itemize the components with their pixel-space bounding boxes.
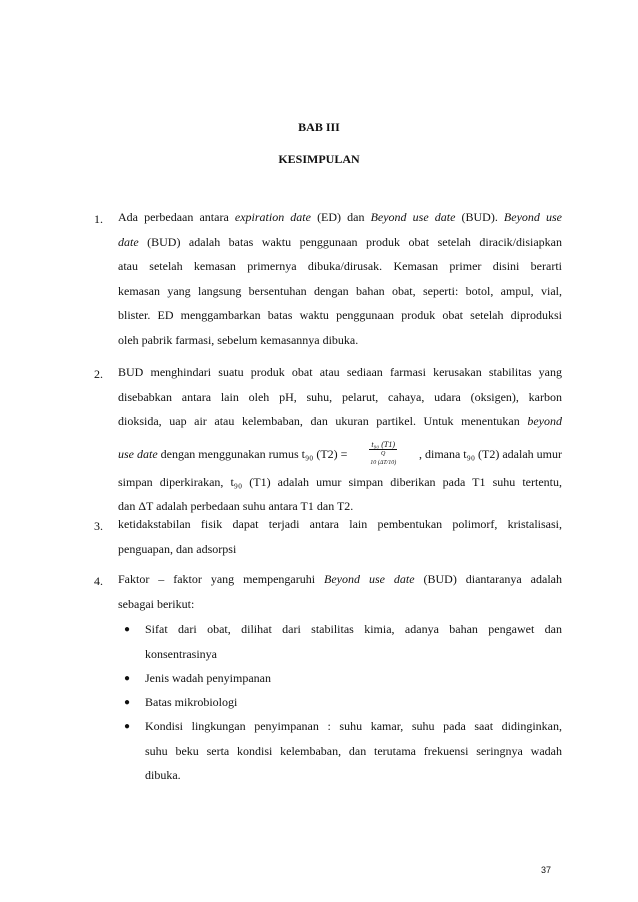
bullet-item-4: Kondisi lingkungan penyimpanan : suhu kamar, suhu pada saat didinginkan, suhu beku serta kondisi kelembaban, dan terutama frekuensi seringnya wadah dibuka.: [145, 719, 562, 782]
item-number-3: 3.: [94, 519, 103, 533]
bullet-item-3: Batas mikrobiologi: [145, 695, 238, 709]
item2-line4: use date dengan menggunakan rumus t₉₀ (T2) = t₉₀ (T1) Q 10 (ΔT/10) , dimana t₉₀ (T2) adalah umur: [118, 439, 562, 466]
chapter-heading: BAB III: [298, 120, 340, 134]
bullet-dot-4: ●: [124, 721, 131, 732]
item4-line2: sebagai berikut:: [118, 596, 195, 611]
bullet-item-2: Jenis wadah penyimpanan: [145, 671, 271, 685]
item1-line4: kemasan yang langsung bersentuhan dengan bahan obat, seperti: botol, ampul, vial,: [118, 283, 562, 298]
formula-fraction: t₉₀ (T1) Q 10 (ΔT/10): [370, 439, 397, 466]
item2-line6: dan ΔT adalah perbedaan suhu antara T1 dan T2.: [118, 499, 354, 513]
item-number-1: 1.: [94, 212, 103, 226]
item2-line2: disebabkan antara lain oleh pH, suhu, pelarut, cahaya, udara (oksigen), karbon: [118, 389, 562, 404]
item-paragraph-4: [118, 567, 562, 616]
item-paragraph-3: [118, 512, 562, 561]
item-number-4: 4.: [94, 574, 103, 588]
bullet-dot-2: ●: [124, 673, 131, 684]
item1-line3: atau setelah kemasan primernya dibuka/dirusak. Kemasan primer disini berarti: [118, 259, 562, 273]
page-number: 37: [541, 865, 552, 875]
bullet-dot-1: ●: [124, 624, 131, 635]
item3-line1: ketidakstabilan fisik dapat terjadi antara lain pembentukan polimorf, kristalisasi,: [118, 517, 562, 531]
item2-line1: BUD menghindari suatu produk obat atau sediaan farmasi kerusakan stabilitas yang: [118, 365, 562, 379]
item3-line2: penguapan, dan adsorpsi: [118, 541, 237, 556]
bullet-item-1: Sifat dari obat, dilihat dari stabilitas kimia, adanya bahan pengawet dan konsentrasinya: [145, 622, 562, 661]
item1-line5: blister. ED menggambarkan batas waktu penggunaan produk obat setelah diproduksi: [118, 308, 562, 322]
item4-line1: Faktor – faktor yang mempengaruhi Beyond use date (BUD) diantaranya adalah: [118, 572, 562, 586]
item1-line6: oleh pabrik farmasi, sebelum kemasannya dibuka.: [118, 332, 359, 347]
item-paragraph-2: [118, 360, 562, 519]
item1-line2: date (BUD) adalah batas waktu penggunaan produk obat setelah diracik/disiapkan: [118, 234, 562, 249]
page-title: KESIMPULAN: [278, 152, 360, 166]
item1-line1: Ada perbedaan antara expiration date (ED) dan Beyond use date (BUD). Beyond use: [118, 210, 562, 224]
item2-line3: dioksida, uap air atau kelembaban, dan ukuran partikel. Untuk menentukan beyond: [118, 414, 562, 428]
item-paragraph-1: [118, 205, 562, 352]
item2-line5: simpan diperkirakan, t₉₀ (T1) adalah umur simpan diberikan pada T1 suhu tertentu,: [118, 474, 562, 489]
item-number-2: 2.: [94, 367, 103, 381]
bullet-dot-3: ●: [124, 697, 131, 708]
